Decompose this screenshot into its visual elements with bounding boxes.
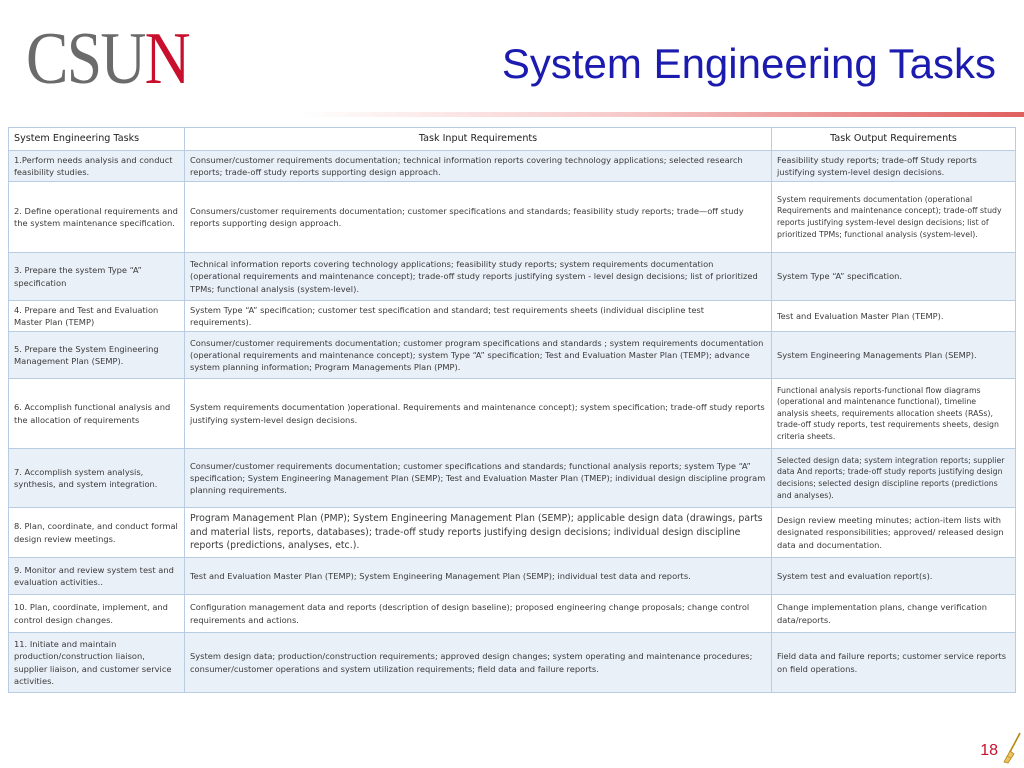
slide-title: System Engineering Tasks xyxy=(501,40,996,87)
output-cell: Test and Evaluation Master Plan (TEMP). xyxy=(772,301,1016,332)
input-cell: System design data; production/construction requirements; approved design changes; system operating and maintenance procedures; consumer/customer operations and system utilization requirements; field data and failure reports. xyxy=(185,633,772,693)
output-cell: System Type “A” specification. xyxy=(772,253,1016,301)
output-cell: Change implementation plans, change verification data/reports. xyxy=(772,595,1016,633)
table-row xyxy=(9,595,1016,633)
table-row xyxy=(9,449,1016,508)
task-cell: 9. Monitor and review system test and evaluation activities.. xyxy=(9,558,185,595)
table-row xyxy=(9,508,1016,558)
table-row xyxy=(9,253,1016,301)
task-cell: 10. Plan, coordinate, implement, and control design changes. xyxy=(9,595,185,633)
input-cell: Consumer/customer requirements documentation; customer specifications and standards; functional analysis reports; system Type “A” specification; System Engineering Management Plan (SEMP); Test and Evaluation Master Plan (TMEP); individual design discipline program planning requirements. xyxy=(185,449,772,508)
input-cell: System Type “A” specification; customer test specification and standard; test requirements sheets (individual discipline test requirements). xyxy=(185,301,772,332)
header-output: Task Output Requirements xyxy=(772,128,1016,151)
task-cell: 2. Define operational requirements and the system maintenance specification. xyxy=(9,182,185,253)
table-row xyxy=(9,182,1016,253)
input-cell: System requirements documentation )operational. Requirements and maintenance concept); system specification; trade-off study reports justifying system-level design decisions. xyxy=(185,379,772,449)
task-cell: 6. Accomplish functional analysis and the allocation of requirements xyxy=(9,379,185,449)
csun-logo xyxy=(26,18,189,100)
table-row xyxy=(9,558,1016,595)
task-cell: 4. Prepare and Test and Evaluation Master Plan (TEMP) xyxy=(9,301,185,332)
header-tasks: System Engineering Tasks xyxy=(9,128,185,151)
output-cell: System Engineering Managements Plan (SEMP). xyxy=(772,332,1016,379)
task-cell: 8. Plan, coordinate, and conduct formal design review meetings. xyxy=(9,508,185,558)
input-cell: Consumer/customer requirements documentation; technical information reports covering technology applications; selected research reports; trade-off study reports supporting design approach. xyxy=(185,151,772,182)
page-number: 18 xyxy=(980,742,998,759)
input-cell: Technical information reports covering technology applications; feasibility study reports; system requirements documentation (operational requirements and maintenance concept); trade-off study reports justifying system - level design decisions; list of prioritized TPMs; functional analysis (system-level). xyxy=(185,253,772,301)
task-cell: 1.Perform needs analysis and conduct feasibility studies. xyxy=(9,151,185,182)
table-row xyxy=(9,633,1016,693)
input-cell: Configuration management data and reports (description of design baseline); proposed engineering change proposals; change control requirements and actions. xyxy=(185,595,772,633)
output-cell: Field data and failure reports; customer service reports on field operations. xyxy=(772,633,1016,693)
output-cell: System requirements documentation (operational Requirements and maintenance concept); trade-off study reports justifying system-level design decisions; list of prioritized TPMs; functional analysis (system-level). xyxy=(772,182,1016,253)
input-cell: Consumer/customer requirements documentation; customer program specifications and standards ; system requirements documentation (operational requirements and maintenance concept); system Type “A” specification; Test and Evaluation Master Plan (TEMP); advance system planning information; Program Managements Plan (PMP). xyxy=(185,332,772,379)
table-row xyxy=(9,151,1016,182)
output-cell: System test and evaluation report(s). xyxy=(772,558,1016,595)
table-row xyxy=(9,332,1016,379)
output-cell: Design review meeting minutes; action-item lists with designated responsibilities; approved/ released design data and documentation. xyxy=(772,508,1016,558)
task-cell: 3. Prepare the system Type “A” specification xyxy=(9,253,185,301)
table-row xyxy=(9,379,1016,449)
tasks-table-container xyxy=(8,127,1015,693)
output-cell: Functional analysis reports-functional flow diagrams (operational and maintenance functional), timeline analysis sheets, requirements allocation sheets (RASs), trade-off study reports, test requirements sheets, design criteria sheets. xyxy=(772,379,1016,449)
output-cell: Feasibility study reports; trade-off Study reports justifying system-level design decisions. xyxy=(772,151,1016,182)
input-cell: Test and Evaluation Master Plan (TEMP); System Engineering Management Plan (SEMP); individual test data and reports. xyxy=(185,558,772,595)
title-divider xyxy=(300,112,1024,117)
output-cell: Selected design data; system integration reports; supplier data And reports; trade-off study reports justifying design decisions; selected design discipline reports (predictions and analyses). xyxy=(772,449,1016,508)
table-header-row xyxy=(9,128,1016,151)
task-cell: 5. Prepare the System Engineering Management Plan (SEMP). xyxy=(9,332,185,379)
input-cell: Program Management Plan (PMP); System Engineering Management Plan (SEMP); applicable design data (drawings, parts and material lists, reports, databases); trade-off study reports justifying design decisions; individual design discipline reports (predictions, analyses, etc.). xyxy=(185,508,772,558)
task-cell: 7. Accomplish system analysis, synthesis, and system integration. xyxy=(9,449,185,508)
tasks-table xyxy=(8,127,1016,693)
header-input: Task Input Requirements xyxy=(185,128,772,151)
logo-text-red: N xyxy=(144,18,189,100)
logo-text-gray: CSU xyxy=(26,18,145,100)
broom-icon xyxy=(1000,732,1022,764)
input-cell: Consumers/customer requirements documentation; customer specifications and standards; feasibility study reports; trade—off study reports supporting design approach. xyxy=(185,182,772,253)
task-cell: 11. Initiate and maintain production/construction liaison, supplier liaison, and customer service activities. xyxy=(9,633,185,693)
table-row xyxy=(9,301,1016,332)
